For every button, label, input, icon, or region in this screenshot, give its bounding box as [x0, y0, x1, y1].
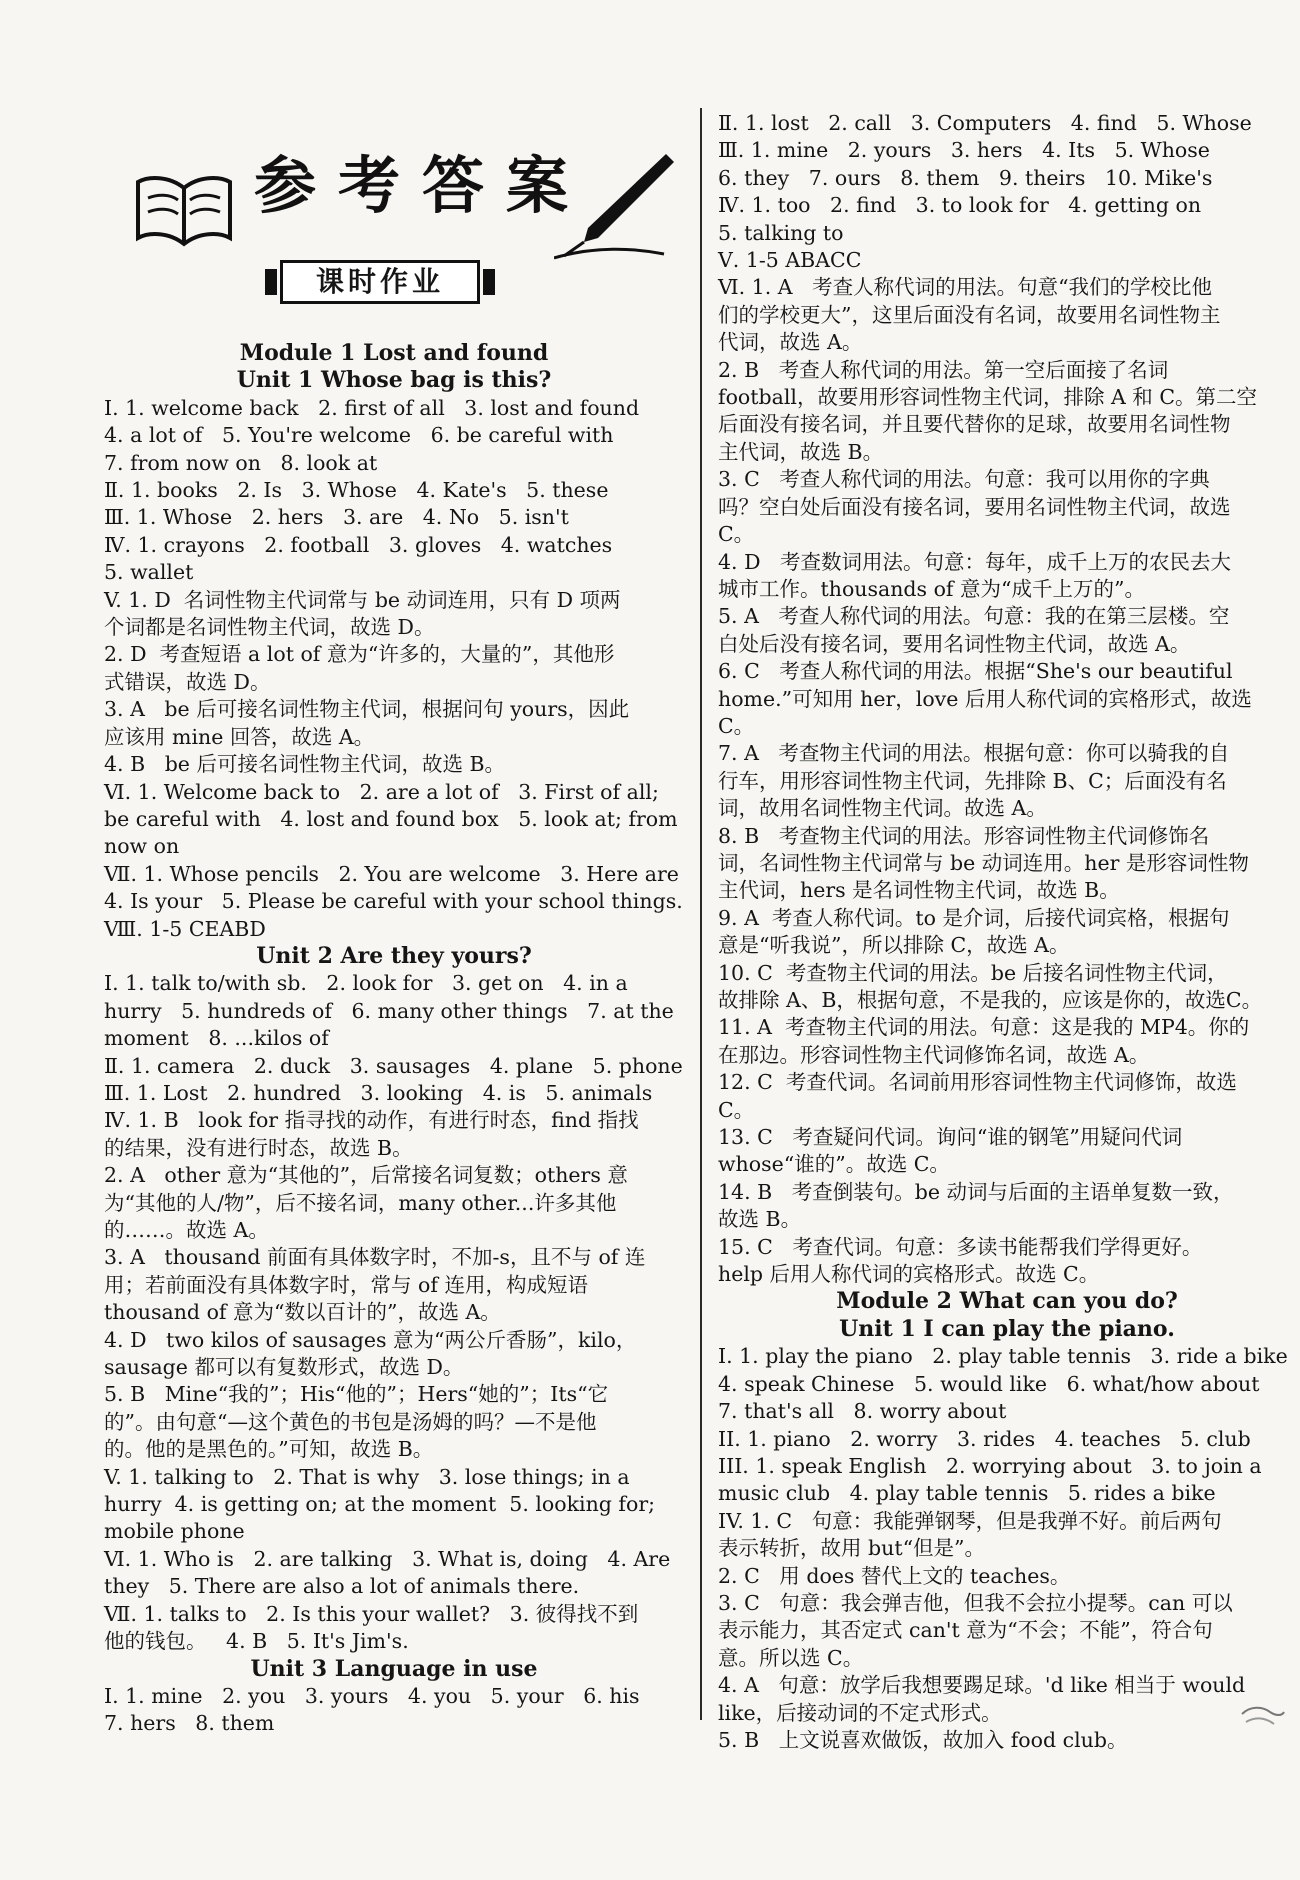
answer-line: Ⅱ. 1. camera 2. duck 3. sausages 4. plane 5. phone — [104, 1053, 683, 1078]
answer-line: 7. hers 8. them — [104, 1711, 275, 1736]
answer-line: 7. that's all 8. worry about — [718, 1399, 1007, 1424]
answer-line: 代词，故选 A。 — [718, 330, 863, 355]
answer-line: 4. Is your 5. Please be careful with your school things. — [104, 889, 683, 914]
answer-line: 5. talking to — [718, 220, 844, 245]
answer-line: home.”可知用 her，love 后用人称代词的宾格形式，故选 — [718, 686, 1252, 711]
answer-line: 主代词，hers 是名词性物主代词，故选 B。 — [718, 878, 1120, 903]
answer-line: Ⅱ. 1. books 2. Is 3. Whose 4. Kate's 5. these — [104, 478, 609, 503]
section-heading: Module 2 What can you do? — [836, 1288, 1178, 1315]
answer-line: II. 1. piano 2. worry 3. rides 4. teaches 5. club — [718, 1426, 1251, 1451]
answer-line: Ⅲ. 1. mine 2. yours 3. hers 4. Its 5. Whose — [718, 138, 1210, 163]
answer-line: like，后接动词的不定式形式。 — [718, 1700, 1002, 1725]
answer-line: Ⅱ. 1. lost 2. call 3. Computers 4. find 5. Whose — [718, 111, 1252, 135]
section-heading: Unit 3 Language in use — [250, 1655, 538, 1682]
section-heading: Module 1 Lost and found — [239, 340, 549, 366]
answer-line: 城市工作。thousands of 意为“成千上万的”。 — [718, 576, 1145, 601]
answer-line: I. 1. play the piano 2. play table tennis 3. ride a bike — [718, 1344, 1288, 1369]
answer-line: hurry 4. is getting on; at the moment 5. looking for; — [104, 1492, 656, 1517]
left-column — [104, 110, 684, 1738]
answer-line: 6. C 考查人称代词的用法。根据“She's our beautiful — [718, 659, 1233, 684]
answer-line: football，故要用形容词性物主代词，排除 A 和 C。第二空 — [718, 385, 1258, 410]
right-column — [718, 110, 1296, 1754]
answer-line: 4. speak Chinese 5. would like 6. what/how about — [718, 1371, 1260, 1396]
answer-line: V. 1. talking to 2. That is why 3. lose things; in a — [104, 1464, 630, 1489]
answer-line: 4. D two kilos of sausages 意为“两公斤香肠”，kilo， — [104, 1327, 637, 1352]
answer-line: Ⅶ. 1. Whose pencils 2. You are welcome 3. Here are — [104, 861, 679, 886]
answer-line: C。 — [718, 522, 755, 547]
answer-line: Ⅵ. 1. A 考查人称代词的用法。句意“我们的学校比他 — [718, 275, 1213, 300]
answer-line: 4. D 考查数词用法。句意：每年，成千上万的农民去大 — [718, 549, 1232, 574]
answer-line: I. 1. mine 2. you 3. yours 4. you 5. your 6. his — [104, 1683, 640, 1708]
answer-line: Ⅲ. 1. Whose 2. hers 3. are 4. No 5. isn't — [104, 505, 569, 530]
answer-line: they 5. There are also a lot of animals there. — [104, 1574, 580, 1599]
answer-line: 7. from now on 8. look at — [104, 450, 378, 475]
answer-line: Ⅳ. 1. B look for 指寻找的动作，有进行时态，find 指找 — [104, 1108, 639, 1133]
answer-line: thousand of 意为“数以百计的”，故选 A。 — [104, 1300, 501, 1325]
answer-line: 他的钱包。 4. B 5. It's Jim's. — [104, 1629, 409, 1654]
right-answer-list — [718, 110, 1296, 1754]
answer-line: 主代词，故选 B。 — [718, 439, 884, 464]
answer-line: 2. B 考查人称代词的用法。第一空后面接了名词 — [718, 357, 1169, 382]
answer-line: now on — [104, 834, 180, 859]
answer-line: Ⅲ. 1. Lost 2. hundred 3. looking 4. is 5. animals — [104, 1080, 653, 1105]
answer-line: 吗？空白处后面没有接名词，要用名词性物主代词，故选 — [718, 494, 1231, 519]
column-divider — [700, 108, 702, 1720]
answer-line: 意是“听我说”，所以排除 C，故选 A。 — [718, 933, 1070, 958]
answer-line: 故选 B。 — [718, 1207, 802, 1232]
answer-line: 12. C 考查代词。名词前用形容词性物主代词修饰，故选 — [718, 1070, 1237, 1095]
answer-line: mobile phone — [104, 1519, 245, 1544]
answer-line: Ⅳ. 1. crayons 2. football 3. gloves 4. watches — [104, 532, 613, 557]
answer-line: 词，名词性物主代词常与 be 动词连用。her 是形容词性物 — [718, 850, 1249, 875]
answer-line: 意。所以选 C。 — [718, 1645, 864, 1670]
answer-line: sausage 都可以有复数形式，故选 D。 — [104, 1355, 464, 1380]
corner-decoration-icon — [1240, 1700, 1286, 1730]
answer-line: 故排除 A、B，根据句意，不是我的，应该是你的，故选C。 — [718, 988, 1263, 1012]
answer-line: III. 1. speak English 2. worrying about 3. to join a — [718, 1453, 1262, 1478]
answer-line: 后面没有接名词，并且要代替你的足球，故要用名词性物 — [718, 412, 1231, 437]
answer-line: 的。他的是黑色的。”可知，故选 B。 — [104, 1437, 434, 1462]
answer-line: 3. A be 后可接名词性物主代词，根据问句 yours，因此 — [104, 697, 630, 722]
answer-line: 用；若前面没有具体数字时，常与 of 连用，构成短语 — [104, 1272, 588, 1297]
answer-line: 11. A 考查物主代词的用法。句意：这是我的 MP4。你的 — [718, 1015, 1250, 1040]
answer-line: 3. C 句意：我会弹吉他，但我不会拉小提琴。can 可以 — [718, 1590, 1233, 1615]
answer-line: 5. B Mine“我的”；His“他的”；Hers“她的”；Its“它 — [104, 1382, 609, 1407]
answer-line: 白处后没有接名词，要用名词性物主代词，故选 A。 — [718, 631, 1191, 656]
answer-line: 行车，用形容词性物主代词，先排除 B、C；后面没有名 — [718, 768, 1227, 793]
section-heading: Unit 1 Whose bag is this? — [236, 367, 552, 394]
answer-line: Ⅳ. 1. too 2. find 3. to look for 4. getting on — [718, 193, 1202, 218]
answer-line: 个词都是名词性物主代词，故选 D。 — [104, 615, 435, 640]
answer-line: Ⅷ. 1-5 CEABD — [104, 916, 266, 941]
answer-line: 5. B 上文说喜欢做饭，故加入 food club。 — [718, 1727, 1128, 1752]
answer-line: 的结果，没有进行时态，故选 B。 — [104, 1135, 413, 1160]
answer-line: help 后用人称代词的宾格形式。故选 C。 — [718, 1262, 1100, 1287]
answer-line: 4. B be 后可接名词性物主代词，故选 B。 — [104, 752, 506, 777]
answer-line: 们的学校更大”，这里后面没有名词，故要用名词性物主 — [718, 302, 1221, 327]
answer-line: 2. C 用 does 替代上文的 teaches。 — [718, 1563, 1071, 1588]
answer-line: 4. a lot of 5. You're welcome 6. be careful with — [104, 423, 614, 448]
left-answer-list — [104, 340, 684, 1738]
answer-line: 10. C 考查物主代词的用法。be 后接名词性物主代词， — [718, 960, 1228, 985]
answer-line: C。 — [718, 1097, 755, 1122]
answer-line: Ⅴ. 1-5 ABACC — [718, 248, 862, 273]
section-heading: Unit 1 I can play the piano. — [839, 1315, 1175, 1342]
answer-line: 在那边。形容词性物主代词修饰名词，故选 A。 — [718, 1042, 1150, 1067]
answer-line: 6. they 7. ours 8. them 9. theirs 10. Mike's — [718, 165, 1213, 190]
answer-line: music club 4. play table tennis 5. rides a bike — [718, 1481, 1216, 1506]
title-banner — [134, 150, 664, 260]
answer-line: Ⅶ. 1. talks to 2. Is this your wallet? 3. 彼得找不到 — [104, 1601, 639, 1626]
answer-line: C。 — [718, 713, 755, 738]
answer-line: Ⅵ. 1. Who is 2. are talking 3. What is, doing 4. Are — [104, 1546, 671, 1571]
answer-line: 9. A 考查人称代词。to 是介词，后接代词宾格，根据句 — [718, 905, 1230, 930]
answer-line: 5. A 考查人称代词的用法。句意：我的在第三层楼。空 — [718, 604, 1230, 629]
pen-icon — [554, 150, 674, 260]
section-tag: 课时作业 — [280, 260, 480, 304]
section-heading: Unit 2 Are they yours? — [256, 942, 532, 969]
answer-line: 的……。故选 A。 — [104, 1218, 269, 1242]
answer-line: hurry 5. hundreds of 6. many other things 7. at the — [104, 998, 674, 1023]
answer-line: 4. A 句意：放学后我想要踢足球。'd like 相当于 would — [718, 1673, 1246, 1698]
answer-line: Ⅵ. 1. Welcome back to 2. are a lot of 3. First of all; — [104, 779, 659, 804]
answer-line: 2. A other 意为“其他的”，后常接名词复数；others 意 — [104, 1163, 628, 1188]
answer-line: I. 1. talk to/with sb. 2. look for 3. get on 4. in a — [104, 971, 628, 996]
answer-line: 13. C 考查疑问代词。询问“谁的钢笔”用疑问代词 — [718, 1125, 1183, 1150]
answer-line: 为“其他的人/物”，后不接名词，many other...许多其他 — [104, 1190, 617, 1215]
answer-line: 表示转折，故用 but“但是”。 — [718, 1536, 986, 1561]
answer-line: 3. C 考查人称代词的用法。句意：我可以用你的字典 — [718, 467, 1210, 492]
answer-line: 的”。由句意“—这个黄色的书包是汤姆的吗？—不是他 — [104, 1409, 597, 1434]
answer-line: 7. A 考查物主代词的用法。根据句意：你可以骑我的自 — [718, 741, 1230, 766]
answer-line: 8. B 考查物主代词的用法。形容词性物主代词修饰名 — [718, 823, 1210, 848]
answer-line: 式错误，故选 D。 — [104, 669, 271, 694]
open-book-icon — [134, 168, 234, 248]
answer-line: 词，故用名词性物主代词。故选 A。 — [718, 796, 1047, 821]
answer-line: 5. wallet — [104, 560, 194, 585]
answer-line: 应该用 mine 回答，故选 A。 — [104, 724, 375, 749]
answer-line: 14. B 考查倒装句。be 动词与后面的主语单复数一致， — [718, 1179, 1234, 1204]
answer-line: I. 1. welcome back 2. first of all 3. lost and found — [104, 395, 640, 420]
answer-line: whose“谁的”。故选 C。 — [718, 1152, 950, 1177]
answer-line: 3. A thousand 前面有具体数字时，不加-s，且不与 of 连 — [104, 1245, 646, 1270]
answer-line: 2. D 考查短语 a lot of 意为“许多的，大量的”，其他形 — [104, 642, 615, 667]
answer-line: moment 8. ...kilos of — [104, 1026, 329, 1051]
answer-line: IV. 1. C 句意：我能弹钢琴，但是我弹不好。前后两句 — [718, 1508, 1222, 1533]
answer-line: be careful with 4. lost and found box 5. look at; from — [104, 806, 678, 831]
answer-line: 15. C 考查代词。句意：多读书能帮我们学得更好。 — [718, 1234, 1203, 1259]
answer-line: 表示能力，其否定式 can't 意为“不会；不能”，符合句 — [718, 1618, 1213, 1643]
page-title: 参考答案 — [254, 149, 591, 222]
page-header — [104, 110, 684, 340]
answer-line: V. 1. D 名词性物主代词常与 be 动词连用，只有 D 项两 — [104, 587, 621, 612]
